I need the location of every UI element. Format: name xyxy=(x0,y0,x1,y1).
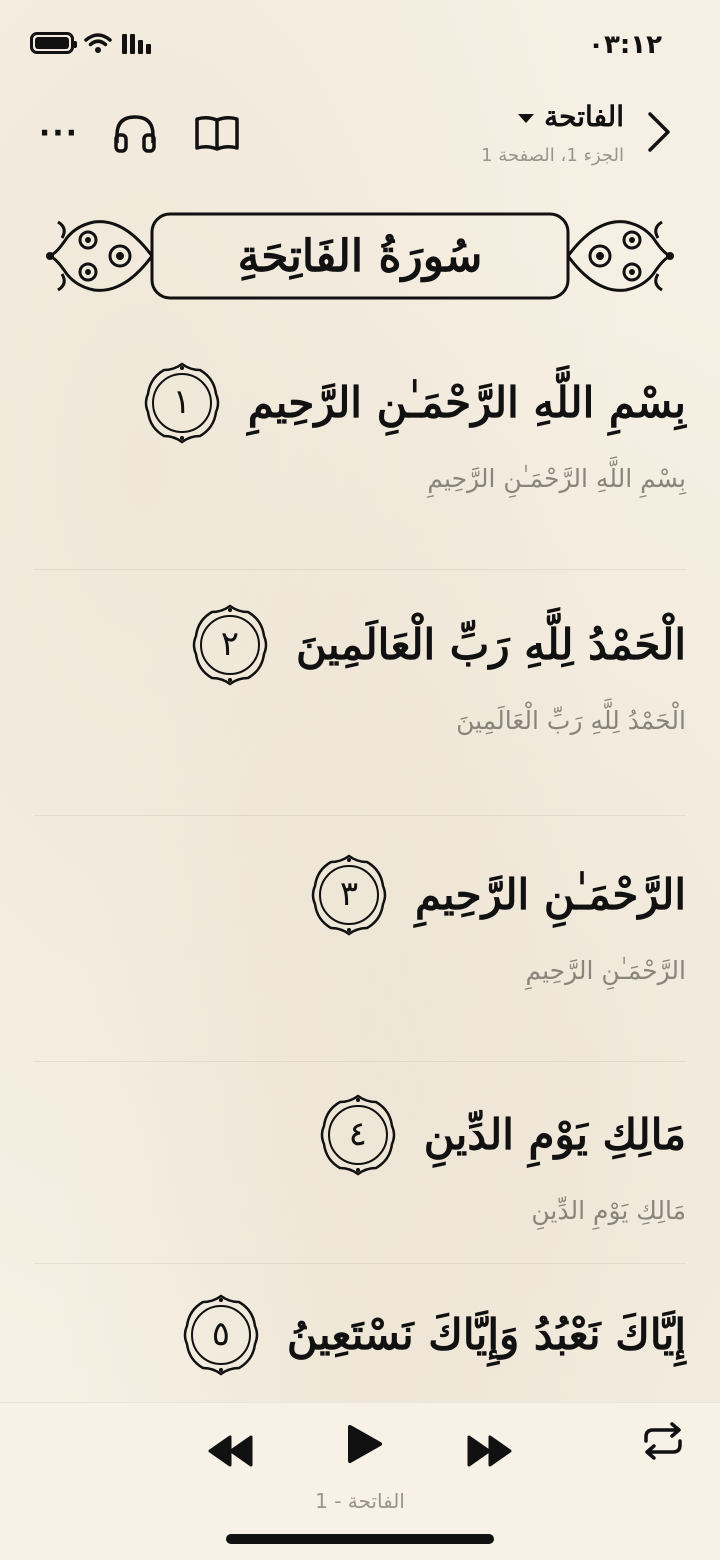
verse-arabic-text: إِيَّاكَ نَعْبُدُ وَإِيَّاكَ نَسْتَعِينُ xyxy=(286,1309,686,1359)
verse-item[interactable] xyxy=(34,1062,686,1264)
status-time: ٠٣:١٢ xyxy=(588,30,662,60)
verse-item[interactable] xyxy=(34,570,686,816)
verse-arabic-text: بِسْمِ اللَّهِ الرَّحْمَـٰنِ الرَّحِيمِ xyxy=(247,377,686,427)
top-nav xyxy=(0,96,720,176)
status-bar xyxy=(0,0,720,88)
verse-list xyxy=(34,330,686,1404)
home-indicator[interactable] xyxy=(226,1534,494,1544)
reading-mode-button[interactable] xyxy=(192,108,242,158)
verse-number-marker xyxy=(144,360,220,446)
book-icon xyxy=(194,113,240,153)
audio-button[interactable] xyxy=(110,108,160,158)
verse-arabic-text: الْحَمْدُ لِلَّهِ رَبِّ الْعَالَمِينَ xyxy=(295,619,686,669)
verse-number: ٣ xyxy=(339,874,359,914)
dropdown-caret-icon xyxy=(518,114,534,123)
verse-item[interactable] xyxy=(34,1264,686,1404)
verse-item[interactable] xyxy=(34,816,686,1062)
rewind-icon[interactable] xyxy=(208,1433,254,1469)
status-icons xyxy=(30,32,151,54)
verse-number: ٢ xyxy=(220,624,240,664)
verse-number: ٤ xyxy=(348,1114,367,1154)
more-options-button[interactable] xyxy=(34,108,84,158)
now-playing-label: الفاتحة - 1 xyxy=(315,1489,405,1513)
verse-number-marker xyxy=(320,1092,396,1178)
cellular-signal-icon xyxy=(122,32,151,54)
verse-number-marker xyxy=(192,602,268,688)
juz-page-info: الجزء 1، الصفحة 1 xyxy=(481,145,624,166)
surah-header-banner xyxy=(44,208,676,304)
headphones-icon xyxy=(112,113,158,153)
verse-transliteration: مَالِكِ يَوْمِ الدِّينِ xyxy=(531,1196,686,1225)
play-icon[interactable] xyxy=(344,1423,384,1465)
verse-item[interactable] xyxy=(34,330,686,570)
surah-selector[interactable] xyxy=(481,100,624,133)
verse-number: ١ xyxy=(172,382,191,422)
chevron-right-icon[interactable] xyxy=(644,110,674,154)
verse-number-marker xyxy=(183,1292,259,1378)
verse-transliteration: الْحَمْدُ لِلَّهِ رَبِّ الْعَالَمِينَ xyxy=(456,706,686,735)
surah-calligraphy-title: سُورَةُ الفَاتِحَةِ xyxy=(237,230,483,282)
verse-transliteration: الرَّحْمَـٰنِ الرَّحِيمِ xyxy=(525,956,686,985)
verse-arabic-text: الرَّحْمَـٰنِ الرَّحِيمِ xyxy=(414,869,686,919)
more-icon: ··· xyxy=(38,115,80,151)
repeat-icon[interactable] xyxy=(640,1421,686,1461)
wifi-icon xyxy=(84,32,112,54)
verse-transliteration: بِسْمِ اللَّهِ الرَّحْمَـٰنِ الرَّحِيمِ xyxy=(427,464,686,493)
verse-number: ٥ xyxy=(211,1314,231,1354)
battery-icon xyxy=(30,32,74,54)
surah-title-group xyxy=(481,100,624,166)
surah-title: الفاتحة xyxy=(544,100,624,133)
verse-number-marker xyxy=(311,852,387,938)
fast-forward-icon[interactable] xyxy=(466,1433,512,1469)
verse-arabic-text: مَالِكِ يَوْمِ الدِّينِ xyxy=(423,1109,686,1159)
